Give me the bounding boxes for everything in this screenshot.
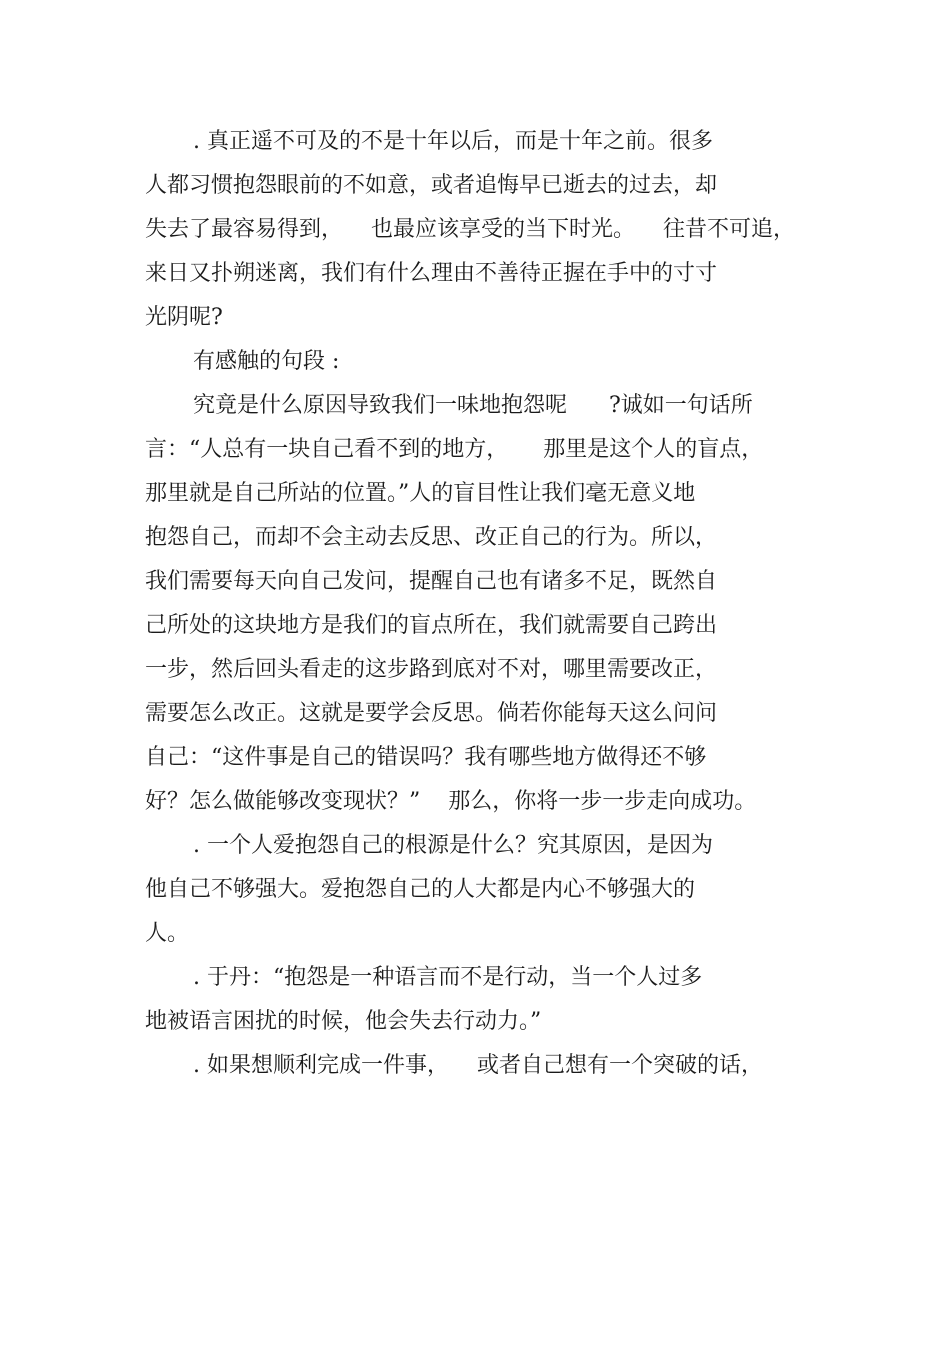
text-line: 一步，然后回头看走的这步路到底对不对，哪里需要改正， xyxy=(145,657,718,682)
text-line: 自己：“这件事是自己的错误吗？我有哪些地方做得还不够 xyxy=(145,745,707,770)
text-line: 究竟是什么原因导致我们一味地抱怨呢 ?诚如一句话所 xyxy=(193,393,753,418)
text-line: 抱怨自己，而却不会主动去反思、改正自己的行为。所以， xyxy=(145,525,718,550)
section-heading: 有感触的句段 : xyxy=(193,349,340,374)
text-line: 那里就是自己所站的位置。”人的盲目性让我们毫无意义地 xyxy=(145,481,696,506)
text-line: 地被语言困扰的时候，他会失去行动力。” xyxy=(145,1009,542,1034)
text-line: 言：“人总有一块自己看不到的地方， 那里是这个人的盲点， xyxy=(145,437,764,462)
text-line: 人。 xyxy=(145,921,190,946)
text-line: 需要怎么改正。这就是要学会反思。倘若你能每天这么问问 xyxy=(145,701,718,726)
text-line: 我们需要每天向自己发问，提醒自己也有诸多不足，既然自 xyxy=(145,569,718,594)
text-line: 光阴呢? xyxy=(145,305,223,330)
text-line: . 真正遥不可及的不是十年以后，而是十年之前。很多 xyxy=(193,129,713,154)
body-text xyxy=(145,120,825,1088)
text-line: 他自己不够强大。爱抱怨自己的人大都是内心不够强大的 xyxy=(145,877,696,902)
text-line: . 一个人爱抱怨自己的根源是什么？究其原因，是因为 xyxy=(193,833,713,858)
text-line: . 于丹：“抱怨是一种语言而不是行动，当一个人过多 xyxy=(193,965,703,990)
text-line: 人都习惯抱怨眼前的不如意，或者追悔早已逝去的过去，却 xyxy=(145,173,718,198)
text-line: 失去了最容易得到， 也最应该享受的当下时光。 往昔不可追， xyxy=(145,217,795,242)
text-line: 己所处的这块地方是我们的盲点所在，我们就需要自己跨出 xyxy=(145,613,718,638)
text-line: . 如果想顺利完成一件事， 或者自己想有一个突破的话， xyxy=(193,1053,763,1078)
text-line: 好？怎么做能够改变现状？” 那么，你将一步一步走向成功。 xyxy=(145,789,757,814)
text-line: 来日又扑朔迷离，我们有什么理由不善待正握在手中的寸寸 xyxy=(145,261,718,286)
